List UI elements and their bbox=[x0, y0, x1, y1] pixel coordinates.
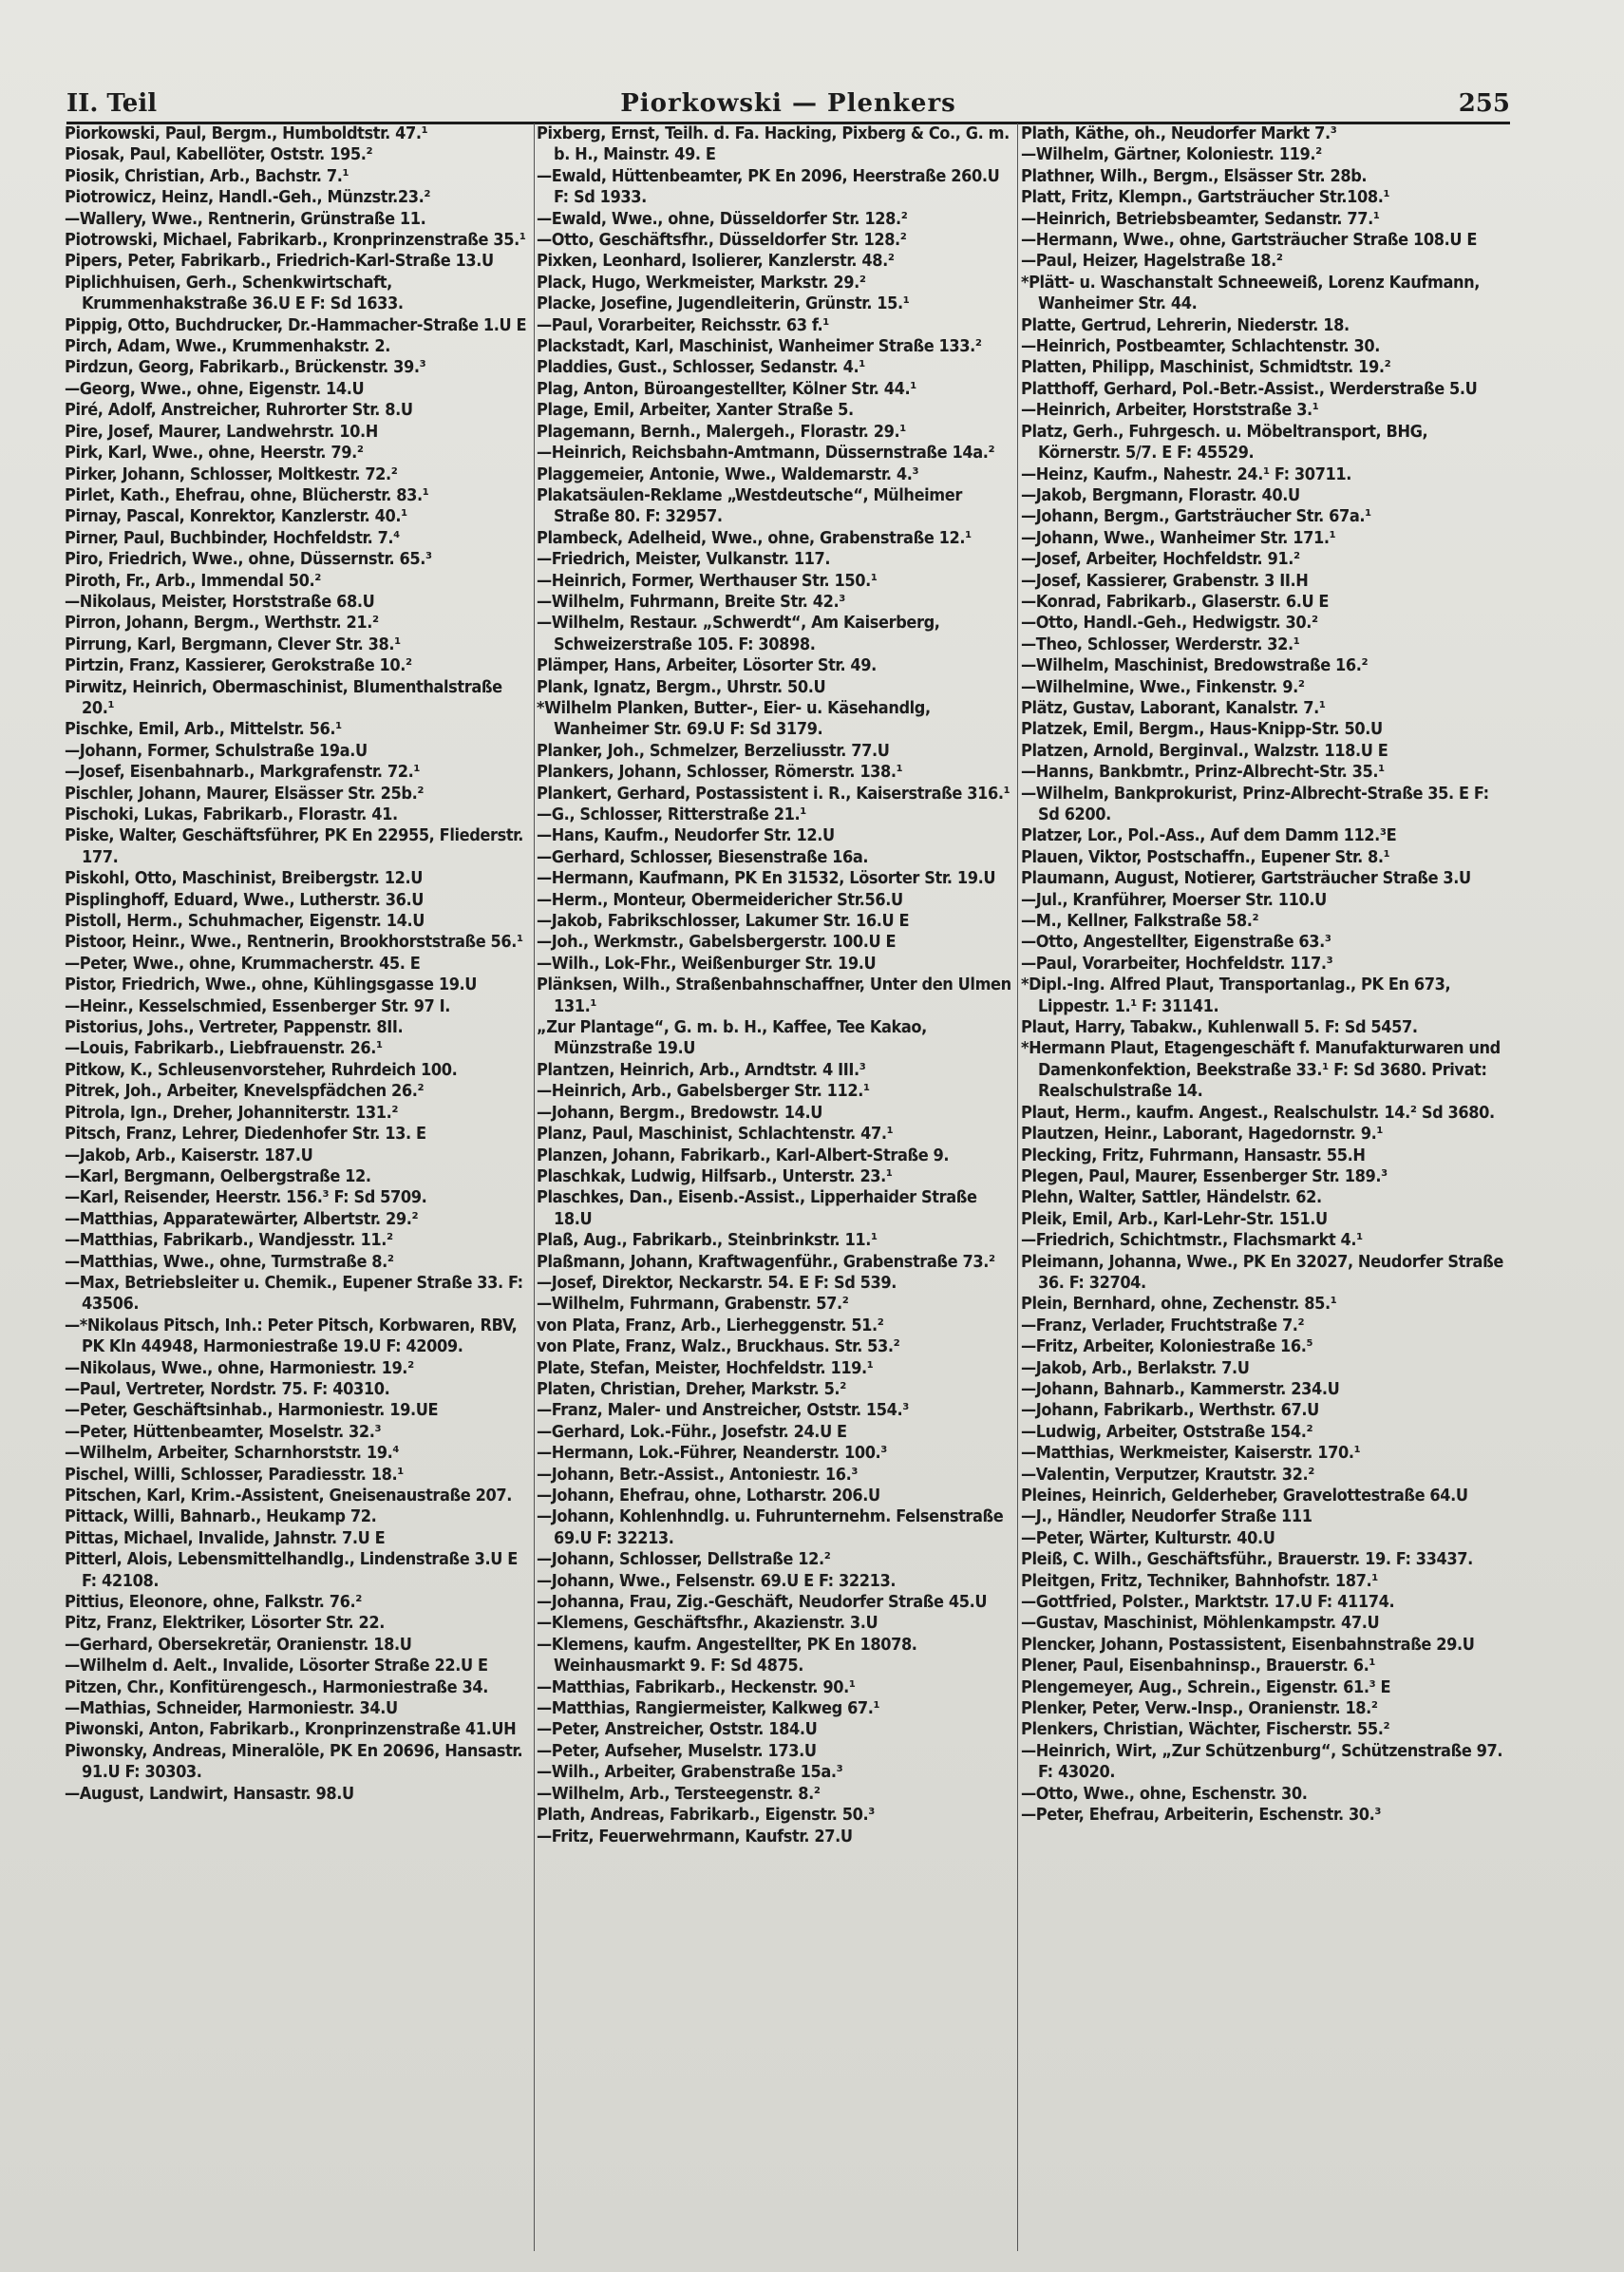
directory-entry: Pistoor, Heinr., Wwe., Rentnerin, Brookhorststraße 56.¹ bbox=[65, 932, 523, 953]
directory-entry: —Jakob, Fabrikschlosser, Lakumer Str. 16.U E bbox=[537, 911, 910, 932]
directory-entry: Pitsch, Franz, Lehrer, Diedenhofer Str. 13. E bbox=[65, 1124, 426, 1145]
directory-entry: —Johann, Kohlenhndlg. u. Fuhrunternehm. Felsenstraße 69.U F: 32213. bbox=[537, 1506, 1004, 1548]
directory-entry: Planker, Joh., Schmelzer, Berzeliusstr. 77.U bbox=[537, 740, 890, 761]
directory-entry: Pixberg, Ernst, Teilh. d. Fa. Hacking, Pixberg & Co., G. m. b. H., Mainstr. 49. E bbox=[537, 123, 1010, 165]
directory-entry: Plautzen, Heinr., Laborant, Hagedornstr. 9.¹ bbox=[1021, 1124, 1384, 1145]
directory-entry: —Heinr., Kesselschmied, Essenberger Str. 97 I. bbox=[65, 995, 450, 1016]
directory-entry: —Ludwig, Arbeiter, Oststraße 154.² bbox=[1021, 1421, 1313, 1442]
directory-entry: Plaggemeier, Antonie, Wwe., Waldemarstr. 4.³ bbox=[537, 464, 919, 484]
directory-entry: Plathner, Wilh., Bergm., Elsässer Str. 28b. bbox=[1021, 165, 1368, 186]
directory-entry: Plaschkes, Dan., Eisenb.-Assist., Lipperhaider Straße 18.U bbox=[537, 1187, 977, 1229]
directory-entry: —Matthias, Rangiermeister, Kalkweg 67.¹ bbox=[537, 1698, 880, 1719]
directory-entry: —Jakob, Arb., Kaiserstr. 187.U bbox=[65, 1145, 313, 1165]
directory-entry: von Plata, Franz, Arb., Lierheggenstr. 51.² bbox=[537, 1315, 884, 1335]
directory-entry: Pirwitz, Heinrich, Obermaschinist, Blumenthalstraße 20.¹ bbox=[65, 676, 502, 718]
directory-entry: —Jul., Kranführer, Moerser Str. 110.U bbox=[1021, 889, 1327, 910]
column-3 bbox=[1021, 123, 1510, 2261]
directory-entry: —Johann, Bergm., Bredowstr. 14.U bbox=[537, 1102, 822, 1123]
directory-entry: Piosik, Christian, Arb., Bachstr. 7.¹ bbox=[65, 165, 349, 186]
directory-entry: Plaschkak, Ludwig, Hilfsarb., Unterstr. 23.¹ bbox=[537, 1165, 893, 1186]
directory-entry: Pixken, Leonhard, Isolierer, Kanzlerstr. 48.² bbox=[537, 251, 895, 272]
directory-entry: —Mathias, Schneider, Harmoniestr. 34.U bbox=[65, 1698, 398, 1719]
directory-entry: Pirker, Johann, Schlosser, Moltkestr. 72.² bbox=[65, 464, 398, 484]
directory-entry: Plate, Stefan, Meister, Hochfeldstr. 119.¹ bbox=[537, 1357, 874, 1378]
directory-entry: Pirch, Adam, Wwe., Krummenhakstr. 2. bbox=[65, 336, 390, 357]
directory-entry: —J., Händler, Neudorfer Straße 111 bbox=[1021, 1506, 1312, 1527]
directory-entry: —Otto, Angestellter, Eigenstraße 63.³ bbox=[1021, 932, 1331, 953]
directory-entry: Plage, Emil, Arbeiter, Xanter Straße 5. bbox=[537, 400, 854, 421]
directory-entry: —Wilhelm, Fuhrmann, Grabenstr. 57.² bbox=[537, 1294, 849, 1315]
page-title: Piorkowski — Plenkers bbox=[620, 89, 956, 118]
directory-entry: —Otto, Wwe., ohne, Eschenstr. 30. bbox=[1021, 1783, 1308, 1804]
directory-entry: Pleiß, C. Wilh., Geschäftsführ., Brauerstr. 19. F: 33437. bbox=[1021, 1549, 1473, 1570]
directory-entry: Platte, Gertrud, Lehrerin, Niederstr. 18. bbox=[1021, 314, 1350, 335]
directory-entry: Platzek, Emil, Bergm., Haus-Knipp-Str. 50.U bbox=[1021, 719, 1383, 740]
directory-entry: —Gerhard, Schlosser, Biesenstraße 16a. bbox=[537, 846, 869, 867]
directory-entry: —Heinrich, Arbeiter, Horststraße 3.¹ bbox=[1021, 400, 1319, 421]
page-number: 255 bbox=[1458, 89, 1510, 118]
directory-entry: Plänksen, Wilh., Straßenbahnschaffner, Unter den Ulmen 131.¹ bbox=[537, 975, 1011, 1016]
directory-entry: —Johann, Former, Schulstraße 19a.U bbox=[65, 740, 368, 761]
directory-entry: Plaß, Aug., Fabrikarb., Steinbrinkstr. 11.¹ bbox=[537, 1230, 878, 1251]
directory-entry: —Ewald, Hüttenbeamter, PK En 2096, Heerstraße 260.U F: Sd 1933. bbox=[537, 165, 1000, 208]
directory-entry: Plencker, Johann, Postassistent, Eisenbahnstraße 29.U bbox=[1021, 1634, 1475, 1655]
directory-entry: Planz, Paul, Maschinist, Schlachtenstr. 47.¹ bbox=[537, 1124, 894, 1145]
directory-entry: —Johann, Bergm., Gartsträucher Str. 67a.¹ bbox=[1021, 506, 1371, 527]
column-1 bbox=[65, 123, 530, 2261]
directory-entry: Pischke, Emil, Arb., Mittelstr. 56.¹ bbox=[65, 719, 342, 740]
directory-entry: —Johann, Schlosser, Dellstraße 12.² bbox=[537, 1549, 831, 1570]
directory-entry: Platt, Fritz, Klempn., Gartsträucher Str.108.¹ bbox=[1021, 187, 1390, 208]
directory-entry: —Peter, Anstreicher, Oststr. 184.U bbox=[537, 1719, 818, 1740]
directory-entry: Piplichhuisen, Gerh., Schenkwirtschaft, Krummenhakstraße 36.U E F: Sd 1633. bbox=[65, 272, 404, 314]
directory-entry: —G., Schlosser, Ritterstraße 21.¹ bbox=[537, 805, 806, 824]
directory-entry: Plenker, Peter, Verw.-Insp., Oranienstr. 18.² bbox=[1021, 1698, 1378, 1719]
directory-entry: Piotrowicz, Heinz, Handl.-Geh., Münzstr.23.² bbox=[65, 187, 431, 208]
directory-entry: *Plätt- u. Waschanstalt Schneeweiß, Lorenz Kaufmann, Wanheimer Str. 44. bbox=[1021, 272, 1481, 314]
directory-entry: *Wilhelm Planken, Butter-, Eier- u. Käsehandlg, Wanheimer Str. 69.U F: Sd 3179. bbox=[537, 697, 931, 740]
directory-entry: —Peter, Hüttenbeamter, Moselstr. 32.³ bbox=[65, 1421, 382, 1442]
directory-entry: Piwonsky, Andreas, Mineralöle, PK En 20696, Hansastr. 91.U F: 30303. bbox=[65, 1740, 523, 1783]
directory-entry: Platz, Gerh., Fuhrgesch. u. Möbeltransport, BHG, Körnerstr. 5/7. E F: 45529. bbox=[1021, 421, 1428, 464]
directory-entry: —M., Kellner, Falkstraße 58.² bbox=[1021, 911, 1259, 932]
directory-entry: —Max, Betriebsleiter u. Chemik., Eupener Straße 33. F: 43506. bbox=[65, 1272, 523, 1315]
directory-entry: Pitkow, K., Schleusenvorsteher, Ruhrdeich 100. bbox=[65, 1059, 458, 1080]
directory-entry: Plaut, Herm., kaufm. Angest., Realschulstr. 14.² Sd 3680. bbox=[1021, 1102, 1495, 1123]
directory-entry: —Johann, Ehefrau, ohne, Lotharstr. 206.U bbox=[537, 1486, 880, 1505]
directory-entry: —Klemens, kaufm. Angestellter, PK En 18078. Weinhausmarkt 9. F: Sd 4875. bbox=[537, 1634, 917, 1676]
directory-entry: Pischoki, Lukas, Fabrikarb., Florastr. 41. bbox=[65, 805, 398, 824]
directory-entry: Plaßmann, Johann, Kraftwagenführ., Grabenstraße 73.² bbox=[537, 1251, 995, 1272]
directory-entry: Platzen, Arnold, Berginval., Walzstr. 118.U E bbox=[1021, 740, 1388, 761]
directory-entry: —Otto, Handl.-Geh., Hedwigstr. 30.² bbox=[1021, 613, 1318, 634]
directory-entry: Plegen, Paul, Maurer, Essenberger Str. 189.³ bbox=[1021, 1165, 1388, 1186]
directory-entry: —Wilhelm, Bankprokurist, Prinz-Albrecht-Straße 35. E F: Sd 6200. bbox=[1021, 783, 1489, 824]
directory-entry: —Wallery, Wwe., Rentnerin, Grünstraße 11. bbox=[65, 208, 426, 229]
directory-entry: Pire, Josef, Maurer, Landwehrstr. 10.H bbox=[65, 421, 378, 442]
directory-entry: Piro, Friedrich, Wwe., ohne, Düssernstr. 65.³ bbox=[65, 549, 432, 570]
directory-entry: —Fritz, Arbeiter, Koloniestraße 16.⁵ bbox=[1021, 1336, 1313, 1357]
directory-entry: —Hermann, Lok.-Führer, Neanderstr. 100.³ bbox=[537, 1443, 888, 1464]
directory-entry: Pleines, Heinrich, Gelderheber, Gravelottestraße 64.U bbox=[1021, 1486, 1468, 1505]
directory-entry: —Johann, Bahnarb., Kammerstr. 234.U bbox=[1021, 1378, 1340, 1399]
directory-entry: Piskohl, Otto, Maschinist, Breibergstr. 12.U bbox=[65, 868, 423, 889]
directory-entry: —Nikolaus, Wwe., ohne, Harmoniestr. 19.² bbox=[65, 1357, 414, 1378]
directory-entry: Plätz, Gustav, Laborant, Kanalstr. 7.¹ bbox=[1021, 697, 1326, 718]
directory-entry: Pitzen, Chr., Konfitürengesch., Harmoniestraße 34. bbox=[65, 1676, 488, 1697]
directory-entry: —Gustav, Maschinist, Möhlenkampstr. 47.U bbox=[1021, 1613, 1380, 1634]
directory-entry: —Paul, Heizer, Hagelstraße 18.² bbox=[1021, 251, 1283, 272]
directory-entry: „Zur Plantage“, G. m. b. H., Kaffee, Tee Kakao, Münzstraße 19.U bbox=[537, 1017, 927, 1059]
directory-entry: —Wilh., Arbeiter, Grabenstraße 15a.³ bbox=[537, 1762, 843, 1783]
directory-entry: —Johann, Fabrikarb., Werthstr. 67.U bbox=[1021, 1400, 1319, 1421]
directory-entry: Pippig, Otto, Buchdrucker, Dr.-Hammacher-Straße 1.U E bbox=[65, 314, 527, 335]
directory-entry: Pitz, Franz, Elektriker, Lösorter Str. 22. bbox=[65, 1613, 386, 1634]
directory-entry: Platten, Philipp, Maschinist, Schmidtstr. 19.² bbox=[1021, 357, 1391, 378]
directory-entry: Platthoff, Gerhard, Pol.-Betr.-Assist., Werderstraße 5.U bbox=[1021, 378, 1478, 399]
directory-entry: Placke, Josefine, Jugendleiterin, Grünstr. 15.¹ bbox=[537, 293, 910, 314]
directory-entry: —Peter, Geschäftsinhab., Harmoniestr. 19.UE bbox=[65, 1400, 439, 1421]
directory-entry: Pirlet, Kath., Ehefrau, ohne, Blücherstr. 83.¹ bbox=[65, 484, 429, 505]
directory-entry: Plath, Andreas, Fabrikarb., Eigenstr. 50.³ bbox=[537, 1805, 875, 1826]
directory-entry: —Wilhelm, Maschinist, Bredowstraße 16.² bbox=[1021, 655, 1369, 676]
directory-entry: —Franz, Maler- und Anstreicher, Oststr. 154.³ bbox=[537, 1400, 909, 1421]
directory-entry: Pitrola, Ign., Dreher, Johanniterstr. 131.² bbox=[65, 1102, 399, 1123]
directory-entry: —Louis, Fabrikarb., Liebfrauenstr. 26.¹ bbox=[65, 1038, 383, 1059]
directory-entry: —Hermann, Wwe., ohne, Gartsträucher Straße 108.U E bbox=[1021, 230, 1477, 251]
directory-entry: —Karl, Bergmann, Oelbergstraße 12. bbox=[65, 1165, 371, 1186]
directory-entry: —Hans, Kaufm., Neudorfer Str. 12.U bbox=[537, 825, 835, 846]
directory-entry: Pitrek, Joh., Arbeiter, Knevelspfädchen 26.² bbox=[65, 1081, 425, 1102]
directory-entry: Pleimann, Johanna, Wwe., PK En 32027, Neudorfer Straße 36. F: 32704. bbox=[1021, 1251, 1503, 1293]
directory-entry: —August, Landwirt, Hansastr. 98.U bbox=[65, 1783, 354, 1804]
directory-entry: —*Nikolaus Pitsch, Inh.: Peter Pitsch, Korbwaren, RBV, PK Kln 44948, Harmoniestraße 19.U F: 42009. bbox=[65, 1315, 518, 1357]
directory-entry: Piré, Adolf, Anstreicher, Ruhrorter Str. 8.U bbox=[65, 400, 413, 421]
directory-entry: —Heinz, Kaufm., Nahestr. 24.¹ F: 30711. bbox=[1021, 464, 1351, 484]
directory-entry: Pitterl, Alois, Lebensmittelhandlg., Lindenstraße 3.U E F: 42108. bbox=[65, 1549, 518, 1591]
page-header bbox=[66, 84, 1510, 124]
directory-entry: Plagemann, Bernh., Malergeh., Florastr. 29.¹ bbox=[537, 421, 906, 442]
directory-entry: —Friedrich, Meister, Vulkanstr. 117. bbox=[537, 549, 831, 570]
directory-entry: —Friedrich, Schichtmstr., Flachsmarkt 4.¹ bbox=[1021, 1230, 1363, 1251]
directory-entry: —Theo, Schlosser, Werderstr. 32.¹ bbox=[1021, 634, 1300, 654]
directory-entry: —Heinrich, Betriebsbeamter, Sedanstr. 77.¹ bbox=[1021, 208, 1380, 229]
column-divider bbox=[1017, 123, 1018, 2251]
directory-entry: —Matthias, Apparatewärter, Albertstr. 29.² bbox=[65, 1208, 419, 1229]
directory-entry: Pistor, Friedrich, Wwe., ohne, Kühlingsgasse 19.U bbox=[65, 975, 478, 995]
section-label: II. Teil bbox=[66, 89, 158, 118]
directory-entry: —Johann, Betr.-Assist., Antoniestr. 16.³ bbox=[537, 1464, 859, 1485]
directory-entry: Plein, Bernhard, ohne, Zechenstr. 85.¹ bbox=[1021, 1294, 1337, 1315]
directory-entry: —Herm., Monteur, Obermeidericher Str.56.U bbox=[537, 889, 903, 910]
directory-entry: —Valentin, Verputzer, Krautstr. 32.² bbox=[1021, 1464, 1314, 1485]
directory-entry: —Karl, Reisender, Heerstr. 156.³ F: Sd 5709. bbox=[65, 1187, 427, 1208]
directory-entry: —Johann, Wwe., Wanheimer Str. 171.¹ bbox=[1021, 527, 1336, 548]
directory-entry: *Dipl.-Ing. Alfred Plaut, Transportanlag., PK En 673, Lippestr. 1.¹ F: 31141. bbox=[1021, 975, 1451, 1016]
directory-entry: —Konrad, Fabrikarb., Glaserstr. 6.U E bbox=[1021, 591, 1330, 612]
directory-entry: —Klemens, Geschäftsfhr., Akazienstr. 3.U bbox=[537, 1613, 878, 1634]
directory-entry: Piotrowski, Michael, Fabrikarb., Kronprinzenstraße 35.¹ bbox=[65, 230, 526, 251]
directory-entry: Pirron, Johann, Bergm., Werthstr. 21.² bbox=[65, 613, 379, 634]
directory-entry: Pittas, Michael, Invalide, Jahnstr. 7.U E bbox=[65, 1527, 386, 1548]
directory-entry: —Gerhard, Lok.-Führ., Josefstr. 24.U E bbox=[537, 1421, 847, 1442]
directory-entry: —Wilh., Lok-Fhr., Weißenburger Str. 19.U bbox=[537, 953, 877, 974]
directory-entry: —Josef, Eisenbahnarb., Markgrafenstr. 72.¹ bbox=[65, 762, 421, 783]
directory-entry: —Johann, Wwe., Felsenstr. 69.U E F: 32213. bbox=[537, 1570, 897, 1591]
directory-entry: —Gerhard, Obersekretär, Oranienstr. 18.U bbox=[65, 1634, 412, 1655]
directory-entry: —Wilhelm, Fuhrmann, Breite Str. 42.³ bbox=[537, 591, 845, 612]
directory-entry: —Wilhelm, Arb., Tersteegenstr. 8.² bbox=[537, 1783, 821, 1804]
directory-entry: —Nikolaus, Meister, Horststraße 68.U bbox=[65, 591, 375, 612]
directory-entry: Pirnay, Pascal, Konrektor, Kanzlerstr. 40.¹ bbox=[65, 506, 407, 527]
directory-entry: —Hanns, Bankbmtr., Prinz-Albrecht-Str. 35.¹ bbox=[1021, 762, 1385, 783]
directory-entry: —Heinrich, Postbeamter, Schlachtenstr. 30. bbox=[1021, 336, 1381, 357]
directory-entry: Pisplinghoff, Eduard, Wwe., Lutherstr. 36.U bbox=[65, 889, 424, 910]
directory-entry: —Paul, Vertreter, Nordstr. 75. F: 40310. bbox=[65, 1378, 390, 1399]
directory-entry: —Paul, Vorarbeiter, Hochfeldstr. 117.³ bbox=[1021, 953, 1333, 974]
directory-entry: Plackstadt, Karl, Maschinist, Wanheimer Straße 133.² bbox=[537, 336, 982, 357]
directory-entry: Plecking, Fritz, Fuhrmann, Hansastr. 55.H bbox=[1021, 1145, 1366, 1165]
directory-entry: Platen, Christian, Dreher, Markstr. 5.² bbox=[537, 1378, 846, 1399]
directory-entry: Plauen, Viktor, Postschaffn., Eupener Str. 8.¹ bbox=[1021, 846, 1390, 867]
directory-entry: Pleitgen, Fritz, Techniker, Bahnhofstr. 187.¹ bbox=[1021, 1570, 1378, 1591]
directory-entry: Pistoll, Herm., Schuhmacher, Eigenstr. 14.U bbox=[65, 911, 425, 932]
directory-entry: Pistorius, Johs., Vertreter, Pappenstr. 8II. bbox=[65, 1017, 404, 1038]
column-2 bbox=[537, 123, 1011, 2261]
directory-entry: —Matthias, Fabrikarb., Heckenstr. 90.¹ bbox=[537, 1676, 856, 1697]
directory-entry: —Heinrich, Arb., Gabelsberger Str. 112.¹ bbox=[537, 1081, 870, 1102]
directory-entry: —Josef, Direktor, Neckarstr. 54. E F: Sd 539. bbox=[537, 1272, 897, 1293]
directory-entry: —Heinrich, Wirt, „Zur Schützenburg“, Schützenstraße 97. F: 43020. bbox=[1021, 1740, 1503, 1783]
directory-entry: —Ewald, Wwe., ohne, Düsseldorfer Str. 128.² bbox=[537, 208, 908, 229]
directory-entry: —Hermann, Kaufmann, PK En 31532, Lösorter Str. 19.U bbox=[537, 868, 996, 889]
directory-entry: Pirdzun, Georg, Fabrikarb., Brückenstr. 39.³ bbox=[65, 357, 426, 378]
directory-entry: Piorkowski, Paul, Bergm., Humboldtstr. 47.¹ bbox=[65, 123, 428, 143]
directory-entry: Piosak, Paul, Kabellöter, Oststr. 195.² bbox=[65, 144, 373, 165]
directory-entry: Pirrung, Karl, Bergmann, Clever Str. 38.¹ bbox=[65, 634, 401, 654]
directory-entry: Piroth, Fr., Arb., Immendal 50.² bbox=[65, 570, 321, 591]
directory-entry: Pischel, Willi, Schlosser, Paradiesstr. 18.¹ bbox=[65, 1464, 404, 1485]
directory-entry: —Heinrich, Reichsbahn-Amtmann, Düssernstraße 14a.² bbox=[537, 443, 995, 464]
directory-entry: Plener, Paul, Eisenbahninsp., Brauerstr. 6.¹ bbox=[1021, 1656, 1376, 1676]
directory-entry: —Jakob, Arb., Berlakstr. 7.U bbox=[1021, 1357, 1250, 1378]
directory-entry: Plambeck, Adelheid, Wwe., ohne, Grabenstraße 12.¹ bbox=[537, 527, 972, 548]
directory-entry: Plag, Anton, Büroangestellter, Kölner Str. 44.¹ bbox=[537, 378, 916, 399]
directory-entry: Piske, Walter, Geschäftsführer, PK En 22955, Fliederstr. 177. bbox=[65, 825, 523, 867]
directory-entry: Plengemeyer, Aug., Schrein., Eigenstr. 61.³ E bbox=[1021, 1676, 1391, 1697]
directory-entry: —Josef, Kassierer, Grabenstr. 3 II.H bbox=[1021, 570, 1309, 591]
directory-entry: *Hermann Plaut, Etagengeschäft f. Manufakturwaren und Damenkonfektion, Beekstraße 33.¹ F: Sd 3680. Privat: Realschulstraße 14. bbox=[1021, 1038, 1501, 1102]
column-divider bbox=[534, 123, 535, 2251]
directory-entry: Plämper, Hans, Arbeiter, Lösorter Str. 49. bbox=[537, 655, 877, 676]
directory-entry: Plantzen, Heinrich, Arb., Arndtstr. 4 III.³ bbox=[537, 1059, 866, 1080]
directory-entry: —Gottfried, Polster., Marktstr. 17.U F: 41174. bbox=[1021, 1592, 1395, 1613]
directory-entry: —Paul, Vorarbeiter, Reichsstr. 63 f.¹ bbox=[537, 314, 829, 335]
directory-entry: —Peter, Ehefrau, Arbeiterin, Eschenstr. 30.³ bbox=[1021, 1805, 1382, 1826]
directory-entry: —Peter, Wärter, Kulturstr. 40.U bbox=[1021, 1527, 1275, 1548]
directory-entry: —Matthias, Werkmeister, Kaiserstr. 170.¹ bbox=[1021, 1443, 1361, 1464]
directory-entry: —Josef, Arbeiter, Hochfeldstr. 91.² bbox=[1021, 549, 1300, 570]
directory-entry: —Wilhelm, Arbeiter, Scharnhorststr. 19.⁴ bbox=[65, 1443, 400, 1464]
directory-entry: Pirk, Karl, Wwe., ohne, Heerstr. 79.² bbox=[65, 443, 364, 464]
directory-entry: Piwonski, Anton, Fabrikarb., Kronprinzenstraße 41.UH bbox=[65, 1719, 517, 1740]
directory-entry: —Johanna, Frau, Zig.-Geschäft, Neudorfer Straße 45.U bbox=[537, 1592, 988, 1613]
directory-entry: Pittius, Eleonore, ohne, Falkstr. 76.² bbox=[65, 1592, 362, 1613]
directory-entry: —Wilhelm d. Aelt., Invalide, Lösorter Straße 22.U E bbox=[65, 1656, 488, 1676]
directory-entry: —Otto, Geschäftsfhr., Düsseldorfer Str. 128.² bbox=[537, 230, 907, 251]
directory-entry: —Franz, Verlader, Fruchtstraße 7.² bbox=[1021, 1315, 1305, 1335]
directory-entry: —Wilhelm, Restaur. „Schwerdt“, Am Kaiserberg, Schweizerstraße 105. F: 30898. bbox=[537, 613, 940, 654]
directory-entry: —Matthias, Fabrikarb., Wandjesstr. 11.² bbox=[65, 1230, 393, 1251]
directory-entry: —Heinrich, Former, Werthauser Str. 150.¹ bbox=[537, 570, 878, 591]
directory-entry: Pitschen, Karl, Krim.-Assistent, Gneisenaustraße 207. bbox=[65, 1486, 512, 1505]
directory-entry: —Fritz, Feuerwehrmann, Kaufstr. 27.U bbox=[537, 1826, 853, 1846]
directory-entry: Pipers, Peter, Fabrikarb., Friedrich-Karl-Straße 13.U bbox=[65, 251, 494, 272]
directory-entry: Platzer, Lor., Pol.-Ass., Auf dem Damm 112.³E bbox=[1021, 825, 1397, 846]
directory-entry: —Jakob, Bergmann, Florastr. 40.U bbox=[1021, 484, 1300, 505]
directory-entry: von Plate, Franz, Walz., Bruckhaus. Str. 53.² bbox=[537, 1336, 900, 1357]
directory-entry: —Peter, Wwe., ohne, Krummacherstr. 45. E bbox=[65, 953, 421, 974]
directory-entry: —Wilhelm, Gärtner, Koloniestr. 119.² bbox=[1021, 144, 1322, 165]
directory-entry: —Wilhelmine, Wwe., Finkenstr. 9.² bbox=[1021, 676, 1305, 697]
directory-entry: Pischler, Johann, Maurer, Elsässer Str. 25b.² bbox=[65, 783, 425, 804]
directory-entry: Pladdies, Gust., Schlosser, Sedanstr. 4.¹ bbox=[537, 357, 865, 378]
directory-entry: Plenkers, Christian, Wächter, Fischerstr. 55.² bbox=[1021, 1719, 1390, 1740]
directory-entry: Plath, Käthe, oh., Neudorfer Markt 7.³ bbox=[1021, 123, 1337, 143]
directory-entry: Plack, Hugo, Werkmeister, Markstr. 29.² bbox=[537, 272, 866, 293]
directory-entry: Plaut, Harry, Tabakw., Kuhlenwall 5. F: Sd 5457. bbox=[1021, 1017, 1418, 1038]
directory-entry: Pirner, Paul, Buchbinder, Hochfeldstr. 7.⁴ bbox=[65, 527, 400, 548]
directory-entry: Plaumann, August, Notierer, Gartsträucher Straße 3.U bbox=[1021, 868, 1471, 889]
directory-entry: Pirtzin, Franz, Kassierer, Gerokstraße 10.² bbox=[65, 655, 412, 676]
directory-entry: Plehn, Walter, Sattler, Händelstr. 62. bbox=[1021, 1187, 1322, 1208]
directory-entry: Pleik, Emil, Arb., Karl-Lehr-Str. 151.U bbox=[1021, 1208, 1328, 1229]
directory-entry: —Matthias, Wwe., ohne, Turmstraße 8.² bbox=[65, 1251, 394, 1272]
directory-entry: —Joh., Werkmstr., Gabelsbergerstr. 100.U E bbox=[537, 932, 897, 953]
directory-entry: Planzen, Johann, Fabrikarb., Karl-Albert-Straße 9. bbox=[537, 1145, 950, 1165]
directory-entry: —Peter, Aufseher, Muselstr. 173.U bbox=[537, 1740, 817, 1761]
directory-entry: —Georg, Wwe., ohne, Eigenstr. 14.U bbox=[65, 378, 365, 399]
directory-entry: Plankers, Johann, Schlosser, Römerstr. 138.¹ bbox=[537, 762, 903, 783]
directory-entry: Plank, Ignatz, Bergm., Uhrstr. 50.U bbox=[537, 676, 826, 697]
directory-entry: Plakatsäulen-Reklame „Westdeutsche“, Mülheimer Straße 80. F: 32957. bbox=[537, 484, 962, 527]
directory-entry: Pittack, Willi, Bahnarb., Heukamp 72. bbox=[65, 1506, 377, 1527]
directory-entry: Plankert, Gerhard, Postassistent i. R., Kaiserstraße 316.¹ bbox=[537, 783, 1010, 804]
